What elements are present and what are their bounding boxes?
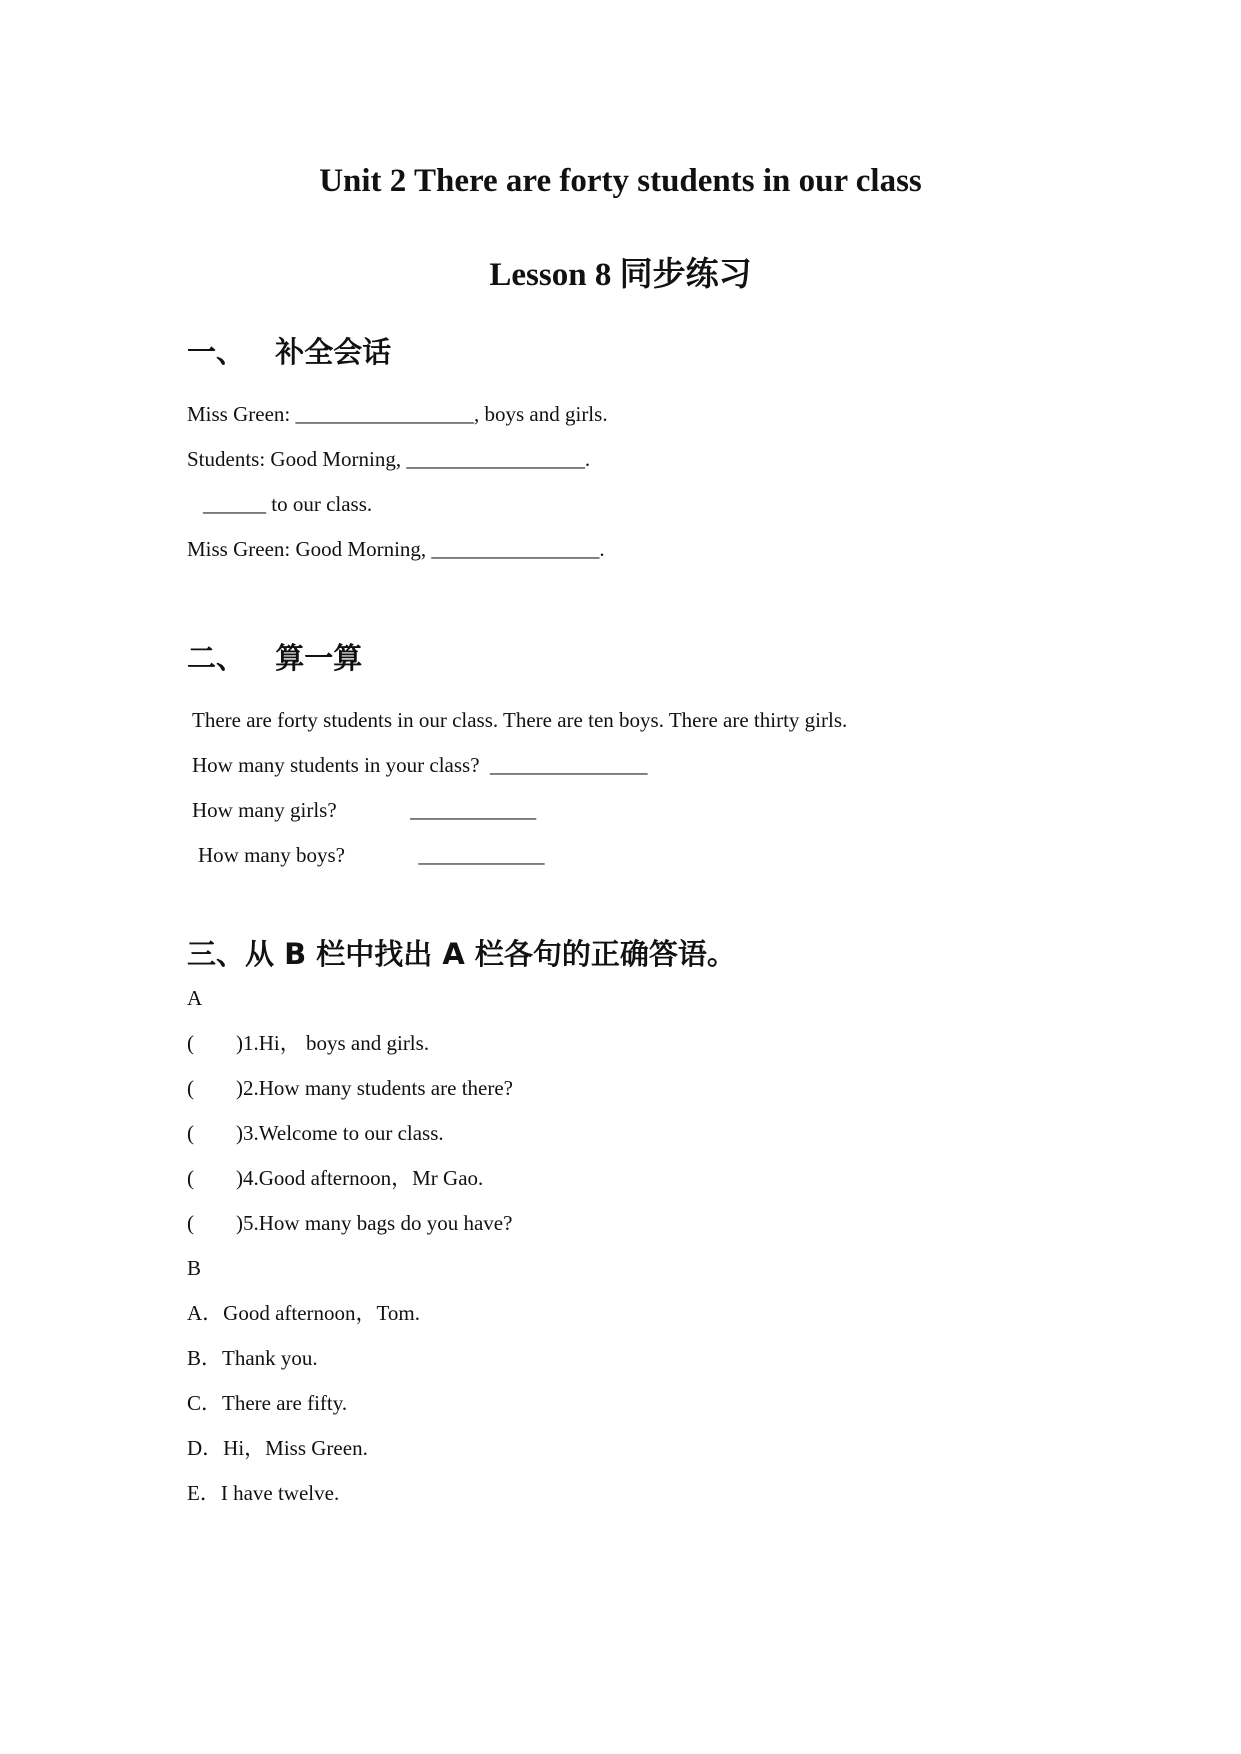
section-2-heading: 二、 算一算 — [187, 641, 363, 675]
calc-line-3: How many girls? ____________ — [192, 798, 537, 822]
dialogue-line-4: Miss Green: Good Morning, ________________. — [187, 537, 605, 561]
dialogue-line-1: Miss Green: _________________, boys and girls. — [187, 402, 608, 426]
column-a-item-2: ( )2.How many students are there? — [187, 1076, 513, 1100]
column-b-label: B — [187, 1256, 202, 1280]
section-1-heading: 一、 补全会话 — [187, 335, 392, 369]
section-3-heading: 三、从 B 栏中找出 A 栏各句的正确答语。 — [187, 937, 736, 971]
column-a-item-5: ( )5.How many bags do you have? — [187, 1211, 513, 1235]
column-b-item-c: C．There are fifty. — [187, 1391, 348, 1415]
worksheet-title: Unit 2 There are forty students in our class — [319, 163, 922, 199]
column-a-item-1: ( )1.Hi， boys and girls. — [187, 1031, 430, 1055]
dialogue-line-2: Students: Good Morning, _________________. — [187, 447, 591, 471]
column-b-item-e: E．I have twelve. — [187, 1481, 340, 1505]
calc-line-1: There are forty students in our class. There are ten boys. There are thirty girls. — [192, 708, 848, 732]
column-a-item-3: ( )3.Welcome to our class. — [187, 1121, 444, 1145]
column-a-item-4: ( )4.Good afternoon，Mr Gao. — [187, 1166, 484, 1190]
dialogue-line-3: ______ to our class. — [203, 492, 373, 516]
column-b-item-d: D．Hi，Miss Green. — [187, 1436, 368, 1460]
column-a-label: A — [187, 986, 203, 1010]
calc-line-2: How many students in your class? _______________ — [192, 753, 648, 777]
column-b-item-a: A．Good afternoon，Tom. — [187, 1301, 420, 1325]
worksheet-subtitle: Lesson 8 同步练习 — [489, 257, 752, 293]
calc-line-4: How many boys? ____________ — [198, 843, 545, 867]
column-b-item-b: B．Thank you. — [187, 1346, 318, 1370]
